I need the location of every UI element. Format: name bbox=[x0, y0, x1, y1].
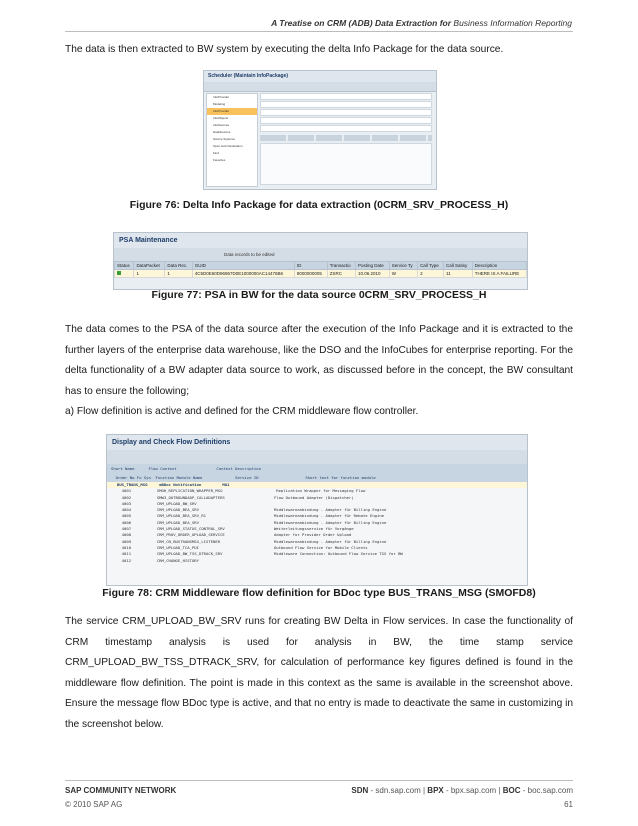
table-cell: THERE IS A FAILURE bbox=[472, 270, 526, 278]
green-status-icon bbox=[117, 271, 121, 275]
flow-line: 4006 CRM_UPLOAD_BEA_SRV Middlewareanbindung - Adapter für Billing Engine bbox=[117, 519, 387, 525]
paragraph-2: The data comes to the PSA of the data source after the execution of the Info Package and it is extracted to the further layers of the enterprise data warehouse, like the DSO and the InfoCubes for enterprise reporting. For the delta functionality of a BW adapter data source to work, as discussed before in the concept, the BW consultant has to ensure the following; bbox=[65, 324, 573, 397]
tab-strip bbox=[260, 135, 432, 141]
running-header bbox=[271, 18, 572, 28]
tree-item: InfoSources bbox=[213, 123, 230, 127]
column-header-row-1: Short Name Flow Context Context Description bbox=[107, 464, 527, 473]
bpx-url[interactable]: - bpx.sap.com bbox=[443, 786, 497, 795]
flow-line: 4001 SMOH_REPLICATION_WRAPPER_MSG Replication Wrapper for Messaging Flow bbox=[117, 488, 366, 494]
footer-network: SAP COMMUNITY NETWORK bbox=[65, 786, 177, 795]
table-cell: 4C5D0E60D96967D0E1000000AC14476B6 bbox=[192, 270, 294, 278]
column-header: GUID bbox=[192, 262, 294, 270]
table-cell: 11 bbox=[443, 270, 472, 278]
column-header-row-2: Order No Fu Syn Function Module Name Service ID Short text for function module bbox=[107, 473, 527, 482]
table-cell: 8000000005 bbox=[294, 270, 327, 278]
column-header: Call Satisy bbox=[443, 262, 472, 270]
column-header: Transactio bbox=[327, 262, 355, 270]
screenshot-toolbar bbox=[107, 450, 527, 464]
footer-separator: | bbox=[420, 786, 428, 795]
column-header: ID bbox=[294, 262, 327, 270]
footer-separator: | bbox=[496, 786, 503, 795]
form-row bbox=[260, 109, 432, 116]
table-cell: 10.06.2010 bbox=[356, 270, 390, 278]
screenshot-title: Scheduler (Maintain InfoPackage) bbox=[204, 71, 436, 82]
tree-item: Favorites bbox=[213, 158, 226, 162]
paragraph-4: The service CRM_UPLOAD_BW_SRV runs for creating BW Delta in Flow services. In case the functionality of CRM timestamp analysis is used for analysis in BW, the time stamp service CRM_UPLOAD_BW_TSS_DTRACK_SRV, for calculation of performance key figures defined is found in the middleware flow definition. The point is made in this context as the same is available in the screenshot above. Ensure the message flow BDoc type is active, and that no entry is made to deactivate the same in customizing in the screenshot below. bbox=[65, 616, 573, 730]
figure-78-caption: Figure 78: CRM Middleware flow definition for BDoc type BUS_TRANS_MSG (SMOFD8) bbox=[102, 587, 536, 599]
column-header: Posting Date bbox=[356, 262, 390, 270]
form-row bbox=[260, 125, 432, 132]
flow-line: 4010 CRM_UPLOAD_TCA_PUI Outbound Flow Service for Mobile Clients bbox=[117, 544, 368, 550]
form-row bbox=[260, 93, 432, 100]
table-cell: 1 bbox=[165, 270, 192, 278]
tree-item: InfoProvider bbox=[213, 95, 230, 99]
column-header: Data Rec. bbox=[165, 262, 192, 270]
figure-77-caption: Figure 77: PSA in BW for the data source 0CRM_SRV_PROCESS_H bbox=[151, 289, 487, 301]
infopackage-form bbox=[260, 93, 432, 185]
update-mode-box bbox=[260, 143, 432, 185]
flow-line: 4002 SMW3_OUTBOUNDADP_CALLADAPTERS Flow Outbound Adapter (Dispatcher) bbox=[117, 494, 354, 500]
flow-line: 4004 CRM_UPLOAD_BEA_SRV Middlewareanbindung - Adapter für Billing Engine bbox=[117, 507, 387, 513]
tree-item: DataSources bbox=[213, 130, 231, 134]
figure-76-caption: Figure 76: Delta Info Package for data extraction (0CRM_SRV_PROCESS_H) bbox=[129, 199, 509, 211]
status-cell bbox=[115, 270, 134, 278]
paragraph-1: The data is then extracted to BW system by executing the delta Info Package for the data source. bbox=[65, 44, 504, 55]
footer-links bbox=[351, 786, 573, 795]
column-header: Service Ty bbox=[389, 262, 417, 270]
paragraph-3: a) Flow definition is active and defined for the CRM middleware flow controller. bbox=[65, 406, 419, 417]
flow-line: BUS_TRANS_MSG mBDoc Notification MO1 bbox=[107, 482, 527, 488]
infopackage-screenshot bbox=[203, 70, 437, 190]
table-header-row bbox=[115, 262, 527, 270]
header-rule bbox=[65, 31, 573, 32]
table-cell: 1 bbox=[134, 270, 165, 278]
footer-copyright: © 2010 SAP AG bbox=[65, 800, 123, 809]
bpx-label: BPX bbox=[427, 786, 444, 795]
psa-table bbox=[114, 261, 527, 278]
tree-item: Source Systems bbox=[213, 137, 235, 141]
form-row bbox=[260, 101, 432, 108]
flow-line: 4003 CRM_UPLOAD_BW_SRV bbox=[117, 500, 197, 506]
column-header: DataPacket bbox=[134, 262, 165, 270]
screenshot-toolbar: Data records to be edited bbox=[114, 248, 527, 261]
table-cell: 2 bbox=[418, 270, 444, 278]
navigation-tree bbox=[206, 93, 258, 187]
table-cell: ZSRC bbox=[327, 270, 355, 278]
header-title-rest: Business Information Reporting bbox=[451, 18, 572, 28]
psa-screenshot bbox=[113, 232, 528, 290]
column-header: Call Type bbox=[418, 262, 444, 270]
flow-line: 4009 CRM_CN_BUSTRANSMSG_LISTENER Middlewareanbindung - Adapter für Billing Engine bbox=[117, 538, 387, 544]
tree-item: InfoObjects bbox=[213, 116, 229, 120]
tree-item: Find bbox=[213, 151, 219, 155]
tree-item: InfoProvider bbox=[207, 108, 257, 115]
flow-line: 4008 CRM_PROV_ORDER_UPLOAD_SERVICE Adapter for Provider Order Upload bbox=[117, 532, 352, 538]
column-header: Status bbox=[115, 262, 134, 270]
tree-item: Open Hub Destination bbox=[213, 144, 243, 148]
sdn-url[interactable]: - sdn.sap.com bbox=[368, 786, 421, 795]
sdn-label: SDN bbox=[351, 786, 369, 795]
page-number: 61 bbox=[564, 800, 573, 809]
screenshot-toolbar bbox=[204, 82, 436, 92]
flow-line: 4005 CRM_UPLOAD_BEA_SRV_R1 Middlewareanbindung - Adapter für Rebate Engine bbox=[117, 513, 385, 519]
tree-item: Modeling bbox=[213, 102, 226, 106]
flow-line: 4007 CRM_UPLOAD_STATUS_CONTROL_SRV Weiterleitungsservice für Vorgänge bbox=[117, 526, 354, 532]
flow-line: 4012 CRM_CHANGE_HISTORY bbox=[117, 557, 199, 563]
column-header: Description bbox=[472, 262, 526, 270]
boc-url[interactable]: - boc.sap.com bbox=[520, 786, 573, 795]
form-row bbox=[260, 117, 432, 124]
footer-rule bbox=[65, 780, 573, 781]
screenshot-title: PSA Maintenance bbox=[114, 233, 527, 248]
flow-line: 4011 CRM_UPLOAD_BW_TSS_DTRACK_SRV Middleware Connection: Outbound Flow Service TSS for BW bbox=[117, 551, 403, 557]
header-title-bold: A Treatise on CRM (ADB) Data Extraction for bbox=[271, 18, 452, 28]
table-cell: W bbox=[389, 270, 417, 278]
flow-definitions-screenshot bbox=[106, 434, 528, 586]
screenshot-title: Display and Check Flow Definitions bbox=[107, 435, 527, 450]
table-row bbox=[115, 270, 527, 278]
boc-label: BOC bbox=[502, 786, 521, 795]
